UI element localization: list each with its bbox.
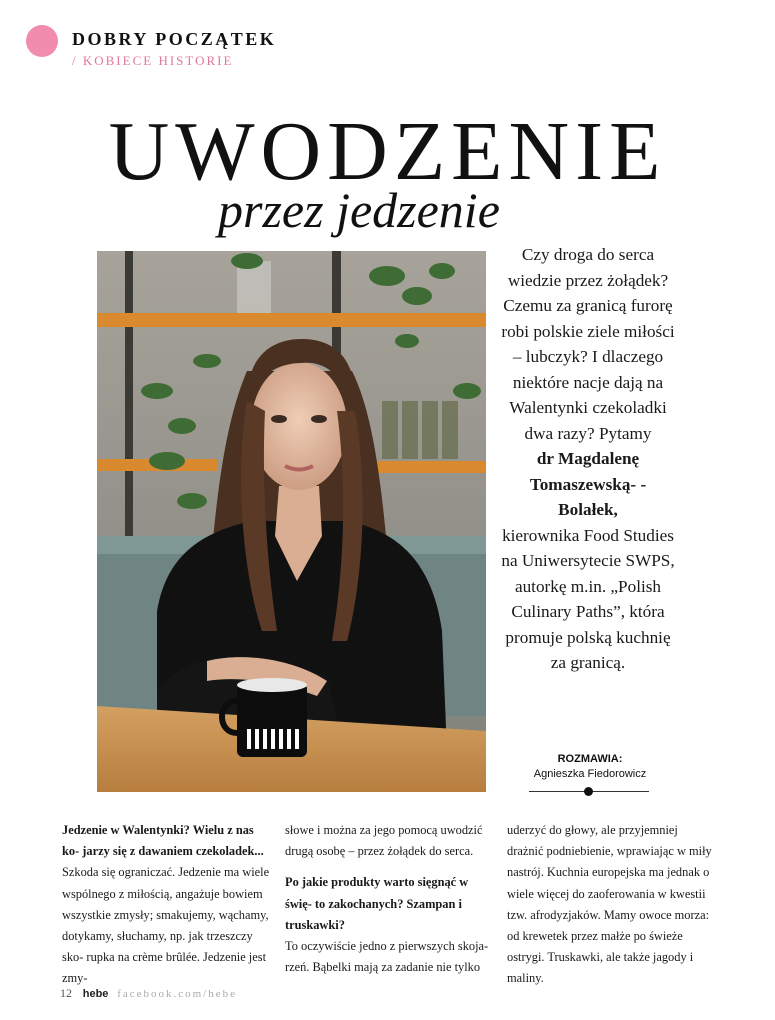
portrait-photo	[97, 251, 486, 792]
answer-2-part-2: uderzyć do głowy, ale przyjemniej drażnić podniebienie, wprawiając w miły nastrój. Kuchnia europejska ma jednak o wiele więcej do zaoferowania w kwestii tzw. afrodyzjaków. Mamy owoce morza: od krewetek przez małże po świeże ostrygi. Truskawki, ale także jagody i maliny.	[507, 823, 712, 986]
text-column-2	[285, 820, 494, 978]
byline	[520, 752, 660, 782]
lead-text: Czy droga do serca wiedzie przez żołądek? Czemu za granicą furorę robi polskie ziele miłości – lubczyk? I dlaczego niektóre nacje dają na Walentynki czekoladki dwa razy? Pytamy	[501, 245, 675, 443]
question-1: Jedzenie w Walentynki? Wielu z nas ko- jarzy się z dawaniem czekoladek...	[62, 823, 264, 859]
question-2: Po jakie produkty warto sięgnąć w świę- to zakochanych? Szampan i truskawki?	[285, 875, 469, 932]
byline-author: Agnieszka Fiedorowicz	[533, 768, 647, 780]
section-subtitle: / KOBIECE HISTORIE	[72, 53, 234, 68]
facebook-link[interactable]: facebook.com/hebe	[117, 988, 238, 1000]
text-column-1	[62, 820, 271, 990]
section-title: DOBRY POCZĄTEK	[72, 29, 277, 49]
answer-1-part-1: Szkoda się ograniczać. Jedzenie ma wiele wspólnego z miłością, angażuje bowiem wszystkie zmysły; smakujemy, wąchamy, dotykamy, słuchamy, np. jak trzeszczy sko- rupka na crème brûlée. Jedzenie jest zmy-	[62, 865, 270, 986]
divider-dot	[584, 787, 593, 796]
answer-1-part-2: słowe i można za jego pomocą uwodzić drugą osobę – przez żołądek do serca.	[285, 823, 483, 859]
article-headline: UWODZENIE	[108, 105, 667, 198]
page-footer	[60, 986, 237, 1001]
byline-label: ROZMAWIA:	[557, 753, 623, 765]
section-color-dot	[26, 25, 58, 57]
lead-description: kierownika Food Studies na Uniwersytecie SWPS, autorkę m.in. „Polish Culinary Paths”, która promuje polską kuchnię za granicą.	[501, 525, 675, 672]
page-number: 12	[60, 986, 72, 1000]
article-lead	[500, 242, 676, 676]
brand-logo: hebe	[82, 988, 109, 1000]
article-subheadline: przez jedzenie	[218, 182, 500, 238]
lead-interviewee: dr Magdalenę Tomaszewską- -Bolałek,	[529, 449, 647, 519]
text-column-3	[507, 820, 716, 990]
answer-2-part-1: To oczywiście jedno z pierwszych skoja- rzeń. Bąbelki mają za zadanie nie tylko	[285, 939, 489, 975]
